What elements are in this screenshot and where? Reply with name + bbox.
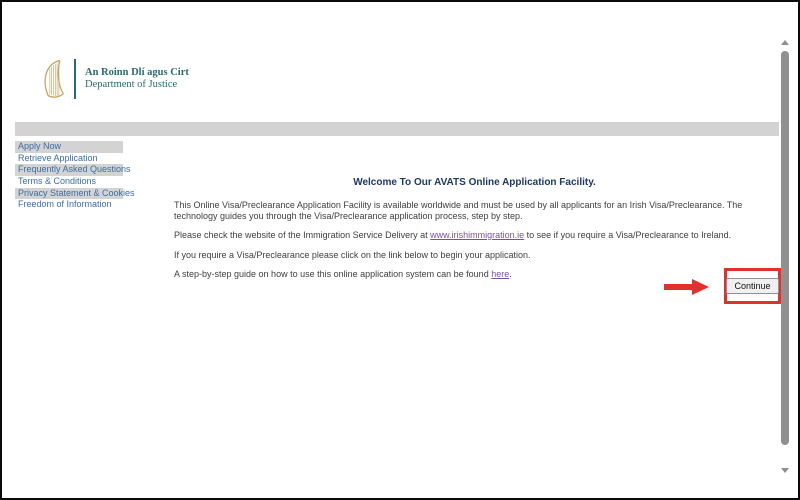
sidebar-item-terms-conditions[interactable]: Terms & Conditions <box>18 176 97 187</box>
sidebar-item-faq[interactable]: Frequently Asked Questions <box>15 164 123 176</box>
sidebar-item-freedom-of-information[interactable]: Freedom of Information <box>18 199 112 210</box>
scroll-down-arrow-icon[interactable] <box>781 468 789 473</box>
continue-button[interactable]: Continue <box>726 278 778 294</box>
sidebar-item-apply-now[interactable]: Apply Now <box>15 141 123 153</box>
intro-paragraph: This Online Visa/Preclearance Application Facility is available worldwide and must be used by all applicants for an Irish Visa/Preclearance. The technology guides you through the Visa/Preclearance application process, step by step. <box>174 200 743 221</box>
scrollbar-thumb[interactable] <box>781 51 789 445</box>
sidebar-item-privacy-cookies[interactable]: Privacy Statement & Cookies <box>15 188 123 200</box>
dept-name-english: Department of Justice <box>85 78 178 90</box>
check-website-text-after: to see if you require a Visa/Preclearance to Ireland. <box>524 230 732 240</box>
sidebar-nav <box>15 141 135 211</box>
red-highlight-box <box>724 268 781 304</box>
main-content <box>174 177 775 289</box>
sidebar-item-retrieve-application[interactable]: Retrieve Application <box>18 152 98 163</box>
scroll-up-arrow-icon[interactable] <box>781 40 789 45</box>
vertical-scrollbar[interactable] <box>780 38 790 478</box>
guide-text-after: . <box>509 269 512 279</box>
logo-divider <box>74 59 76 99</box>
guide-text: A step-by-step guide on how to use this online application system can be found <box>174 269 492 279</box>
dept-logo <box>40 57 189 100</box>
red-arrow-icon <box>662 277 712 297</box>
harp-icon <box>40 57 67 100</box>
check-website-paragraph <box>174 230 775 241</box>
header-divider-bar <box>15 122 779 136</box>
dept-name-irish: An Roinn Dlí agus Cirt <box>85 66 189 78</box>
page-title: Welcome To Our AVATS Online Application Facility. <box>353 177 596 188</box>
irishimmigration-link[interactable]: www.irishimmigration.ie <box>430 230 525 240</box>
check-website-text: Please check the website of the Immigration Service Delivery at <box>174 230 431 240</box>
begin-application-paragraph: If you require a Visa/Preclearance please click on the link below to begin your application. <box>174 249 531 260</box>
guide-here-link[interactable]: here <box>491 269 510 279</box>
